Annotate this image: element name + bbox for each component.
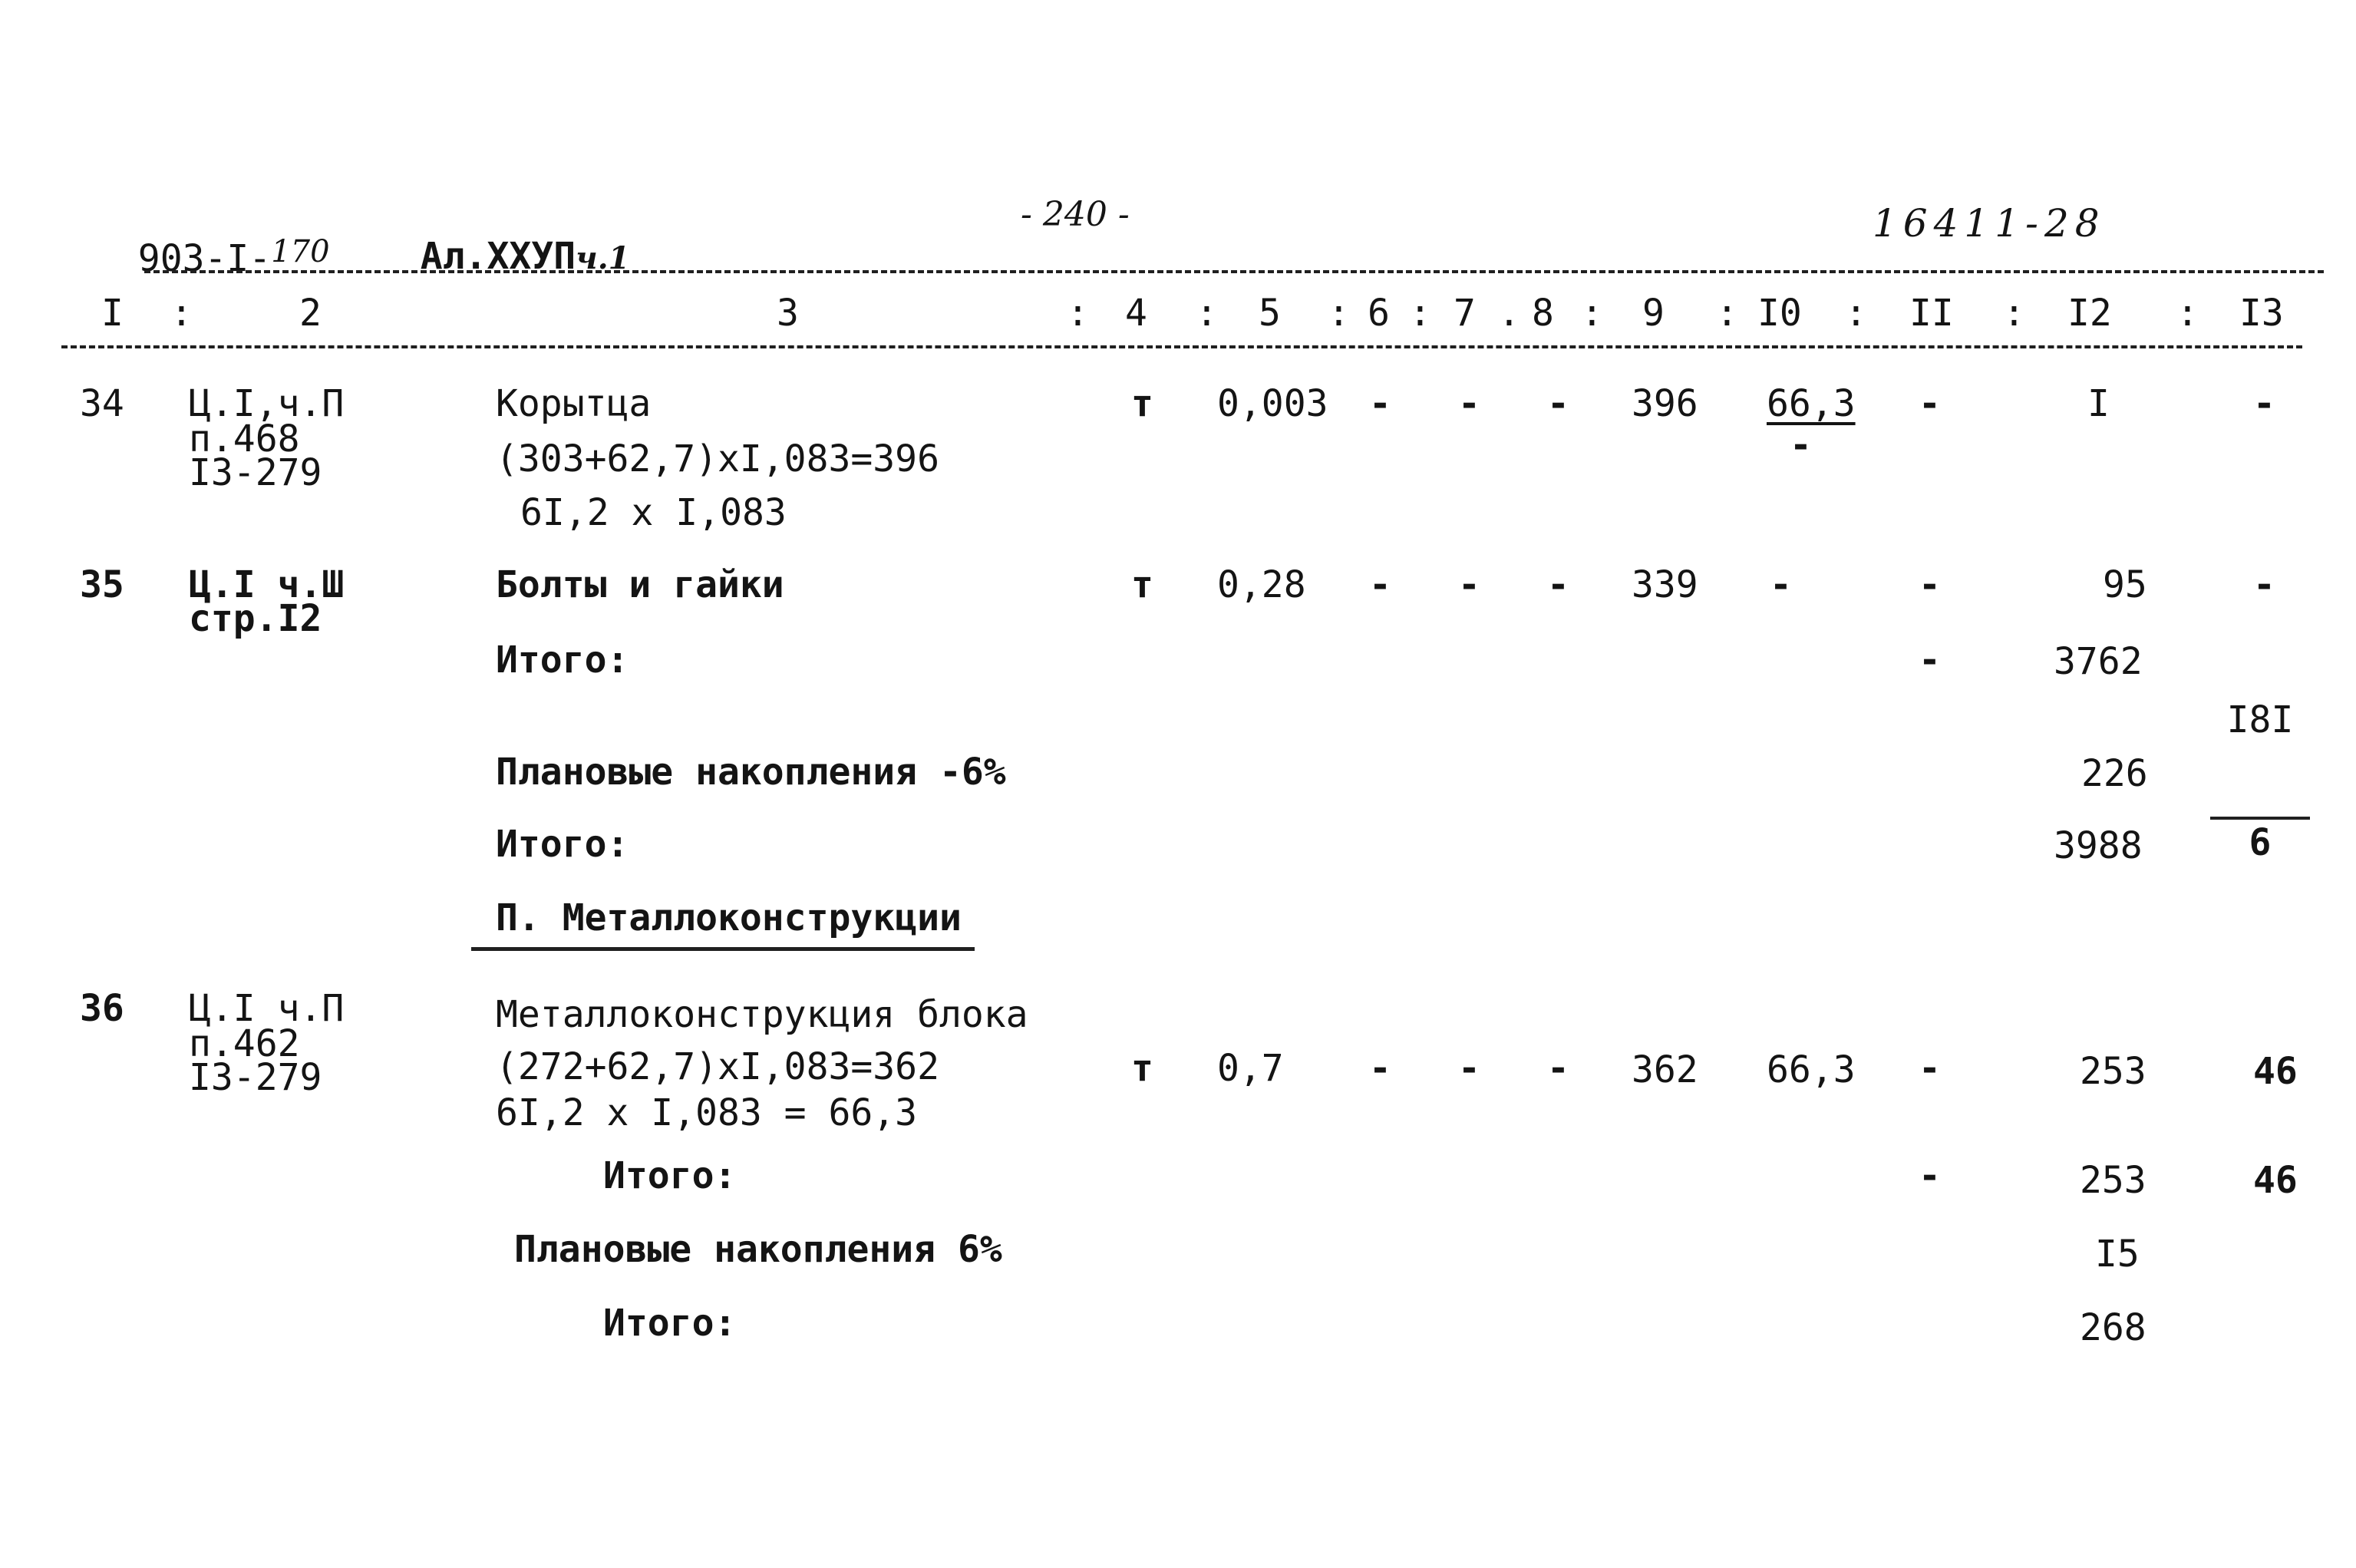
total-c11: - [1919, 1154, 1941, 1197]
col-header-5: 5 [1259, 292, 1281, 335]
col-header-12: I2 [2067, 292, 2112, 335]
row-c6: - [1369, 563, 1391, 606]
row-c10: 66,3 [1767, 1048, 1856, 1091]
col-header-7: 7 [1454, 292, 1476, 335]
col-header-3: 3 [777, 292, 799, 335]
col-header-2: 2 [299, 292, 322, 335]
row-calc-line: 6I,2 x I,083 = 66,3 [496, 1091, 918, 1134]
col-header-sep: : [1581, 292, 1603, 335]
album-printed: Ал.XXУП [420, 235, 576, 278]
row-ref-line: п.468 [189, 418, 300, 460]
row-c13: - [2253, 563, 2275, 606]
header-top-rule [144, 270, 2324, 273]
row-c10-sub: - [1790, 424, 1812, 467]
section-title-underline [471, 947, 975, 951]
col-header-sep: : [1196, 292, 1218, 335]
col-header-sep: : [1328, 292, 1350, 335]
album-handwritten: ч.1 [576, 240, 630, 276]
row-qty: 0,003 [1217, 382, 1328, 425]
col-header-sep: : [1409, 292, 1431, 335]
row-unit: т [1131, 563, 1153, 606]
col-header-10: I0 [1757, 292, 1802, 335]
row-c6: - [1369, 1047, 1391, 1090]
doc-code-printed: 903-I- [137, 237, 272, 280]
row-c13: 46 [2253, 1050, 2298, 1093]
col-header-13: I3 [2239, 292, 2284, 335]
col-header-4: 4 [1125, 292, 1147, 335]
row-c9: 396 [1632, 382, 1698, 425]
row-ref-line: Ц.I ч.Ш [189, 563, 345, 606]
col-header-sep: : [2003, 292, 2025, 335]
col-header-9: 9 [1642, 292, 1665, 335]
row-calc-line: (303+62,7)xI,083=396 [496, 437, 939, 480]
row-number: 34 [80, 382, 124, 425]
total-c11: - [1919, 639, 1941, 682]
row-qty: 0,28 [1217, 563, 1306, 606]
row-c6: - [1369, 382, 1391, 425]
plan-label: Плановые накопления 6% [514, 1228, 1002, 1271]
row-c11: - [1919, 1047, 1941, 1090]
row-c8: - [1547, 382, 1569, 425]
row-unit: т [1131, 1047, 1153, 1090]
col-header-sep: : [2176, 292, 2199, 335]
row-c7: - [1458, 563, 1480, 606]
total-c12: 3762 [2054, 640, 2143, 683]
row-ref-line: I3-279 [189, 1056, 322, 1099]
doc-code [94, 200, 330, 280]
row-c12: I [2087, 382, 2110, 425]
code-right: 16411-28 [1873, 201, 2106, 246]
page-number: - 240 - [1021, 195, 1130, 234]
total2-c12: 268 [2080, 1306, 2146, 1349]
total-c12: 253 [2080, 1159, 2146, 1202]
total-label: Итого: [603, 1154, 737, 1197]
row-name: Корытца [496, 382, 652, 425]
col-header-8: 8 [1532, 292, 1554, 335]
row-unit: т [1131, 382, 1153, 425]
row-qty: 0,7 [1217, 1047, 1284, 1090]
total2-label: Итого: [603, 1302, 737, 1345]
total2-label: Итого: [496, 823, 629, 866]
section-title: П. Металлоконструкции [496, 896, 962, 939]
row-calc-line: (272+62,7)xI,083=362 [496, 1045, 939, 1088]
col-header-sep: : [1845, 292, 1867, 335]
row-ref-line: стр.I2 [189, 597, 322, 640]
row-c9: 339 [1632, 563, 1698, 606]
row-c11: - [1919, 382, 1941, 425]
row-ref-line: п.462 [189, 1022, 300, 1065]
plan-label: Плановые накопления -6% [496, 751, 1006, 794]
row-c11: - [1919, 563, 1941, 606]
row-number: 36 [80, 987, 124, 1030]
album-ref [376, 201, 630, 278]
total-c13: 46 [2253, 1159, 2298, 1202]
row-c8: - [1547, 563, 1569, 606]
total-c13-fraction [2210, 628, 2310, 935]
row-c7: - [1458, 1047, 1480, 1090]
row-ref-line: Ц.I ч.П [189, 987, 345, 1030]
row-c12: 253 [2080, 1050, 2146, 1093]
row-c12: 95 [2103, 563, 2147, 606]
col-header-sep: : [170, 292, 193, 335]
row-c13: - [2253, 382, 2275, 425]
total2-c12: 3988 [2054, 824, 2143, 867]
row-calc-line: 6I,2 x I,083 [520, 491, 787, 534]
row-ref-line: I3-279 [189, 451, 322, 494]
col-header-sep: . [1498, 292, 1520, 335]
total-label: Итого: [496, 639, 629, 682]
col-header-sep: : [1716, 292, 1738, 335]
total-c13-denominator: 6 [2210, 817, 2310, 861]
row-name: Болты и гайки [496, 563, 784, 606]
col-header-1: I [101, 292, 124, 335]
row-c7: - [1458, 382, 1480, 425]
row-c8: - [1547, 1047, 1569, 1090]
row-c9: 362 [1632, 1048, 1698, 1091]
row-ref-line: Ц.I,ч.П [189, 382, 345, 425]
col-header-6: 6 [1368, 292, 1390, 335]
row-number: 35 [80, 563, 124, 606]
row-c10: - [1770, 563, 1792, 606]
header-bottom-rule [61, 345, 2302, 348]
plan-c12: I5 [2095, 1233, 2140, 1276]
doc-code-handwritten: 170 [271, 234, 330, 269]
col-header-11: II [1909, 292, 1954, 335]
plan-c12: 226 [2081, 752, 2148, 795]
col-header-sep: : [1067, 292, 1089, 335]
total-c13-numerator: I8I [2226, 698, 2294, 741]
row-c10: 66,3 [1767, 382, 1856, 425]
row-name: Металлоконструкция блока [496, 993, 1028, 1036]
